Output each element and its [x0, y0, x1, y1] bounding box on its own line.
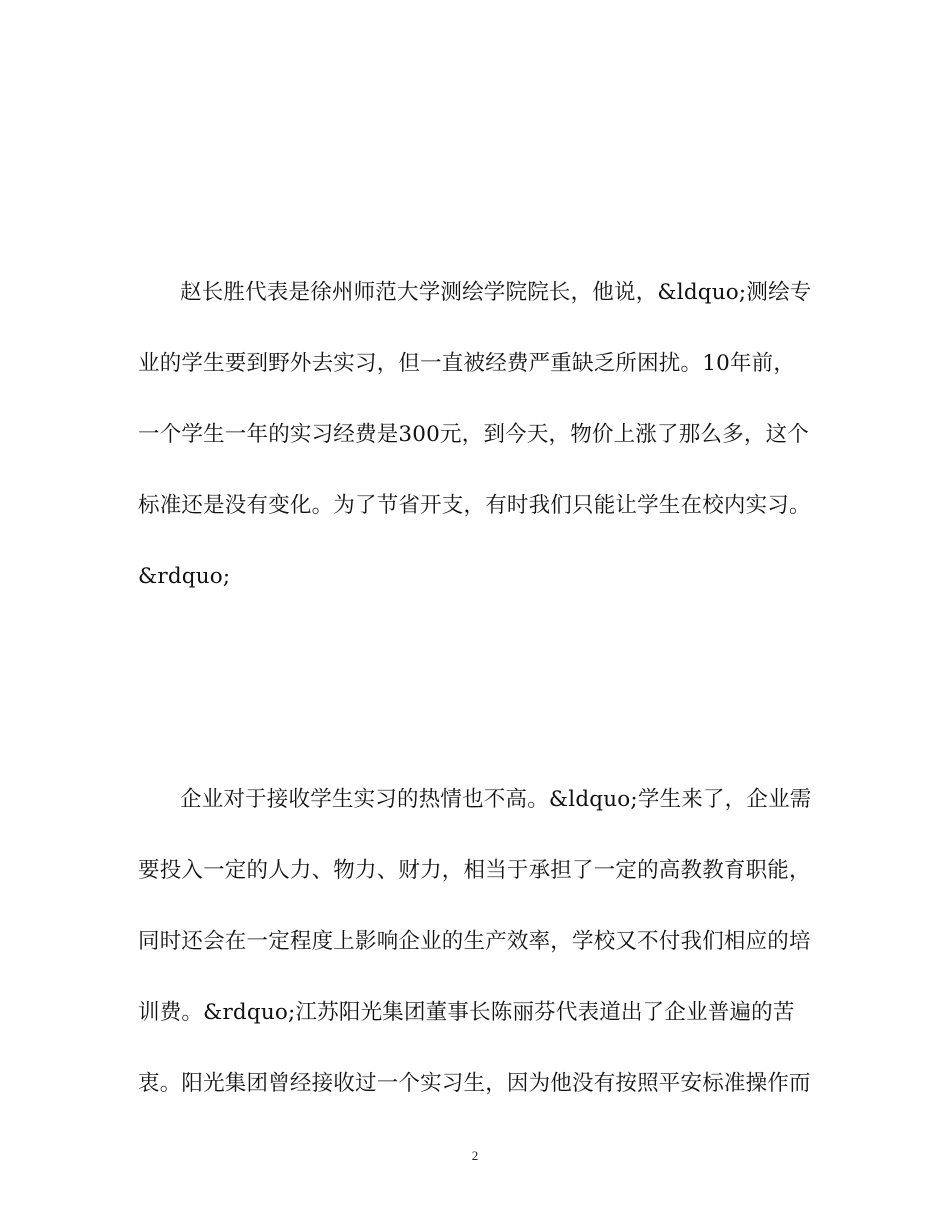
paragraph-1-line-5: &rdquo; — [138, 564, 231, 589]
paragraph-1-line-4: 标准还是没有变化。为了节省开支，有时我们只能让学生在校内实习。 — [138, 493, 811, 518]
paragraph-1-line-1: 赵长胜代表是徐州师范大学测绘学院院长，他说，&ldquo;测绘专 — [180, 280, 812, 305]
page-number: 2 — [471, 1148, 479, 1163]
paragraph-1-line-3: 一个学生一年的实习经费是300元，到今天，物价上涨了那么多，这个 — [138, 422, 809, 447]
paragraph-2-line-2: 要投入一定的人力、物力、财力，相当于承担了一定的高教教育职能， — [138, 858, 811, 883]
paragraph-2-line-3: 同时还会在一定程度上影响企业的生产效率，学校又不付我们相应的培 — [138, 929, 811, 954]
paragraph-2-line-4: 训费。&rdquo;江苏阳光集团董事长陈丽芬代表道出了企业普遍的苦 — [138, 1000, 795, 1025]
paragraph-2-line-1: 企业对于接收学生实习的热情也不高。&ldquo;学生来了，企业需 — [180, 787, 812, 812]
paragraph-2-line-5: 衷。阳光集团曾经接收过一个实习生，因为他没有按照平安标准操作而 — [138, 1071, 811, 1096]
paragraph-1-line-2: 业的学生要到野外去实习，但一直被经费严重缺乏所困扰。10年前， — [138, 351, 796, 376]
